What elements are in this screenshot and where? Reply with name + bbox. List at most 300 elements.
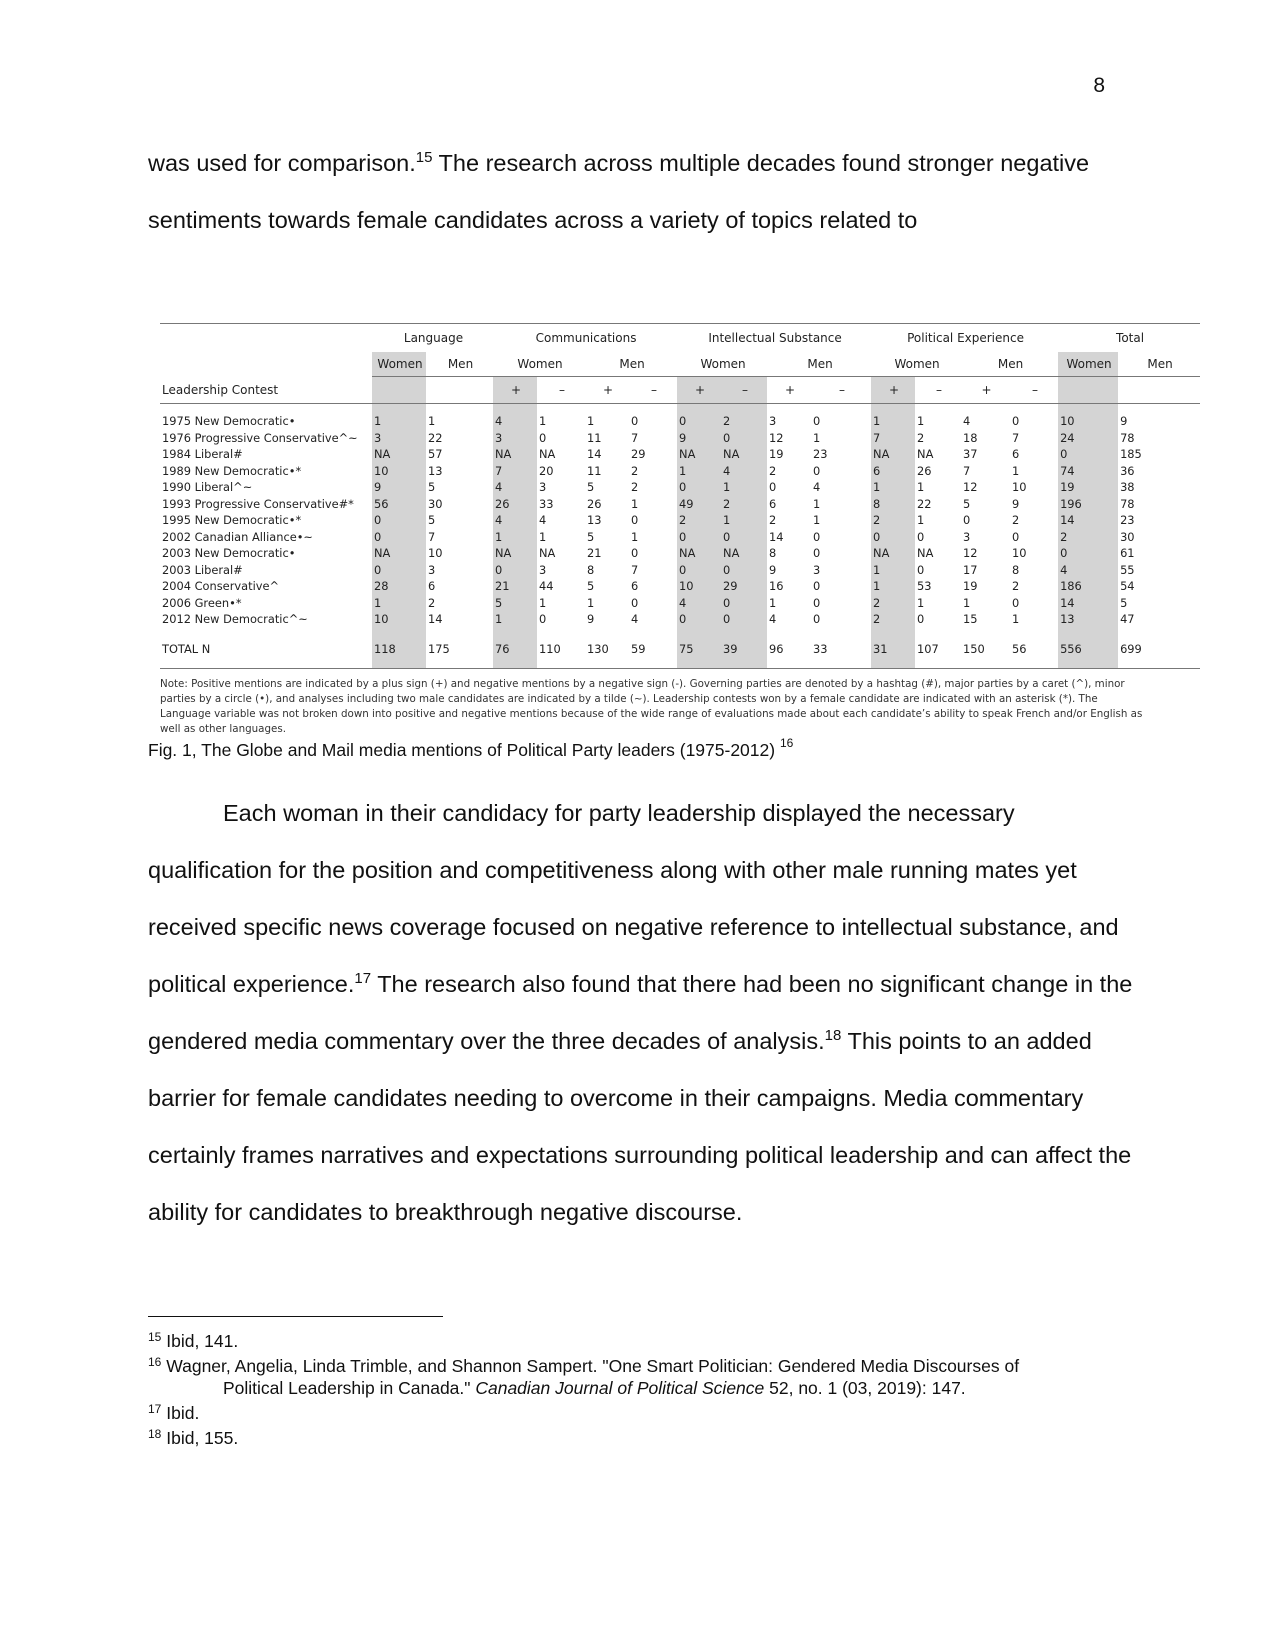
table-cell: 0 — [677, 479, 721, 496]
table-cell: 1 — [539, 595, 547, 610]
table-cell: 14 — [769, 529, 784, 544]
table-cell: 0 — [1012, 595, 1020, 610]
footnote-text: Ibid, 155. — [166, 1428, 239, 1448]
table-cell: 1 — [631, 529, 639, 544]
table-cell: 56 — [372, 496, 426, 513]
table-cell: 4 — [963, 414, 971, 428]
table-cell: 14 — [587, 447, 602, 461]
table-cell: 0 — [963, 513, 971, 527]
table-cell: 5 — [963, 496, 971, 511]
footnote-ref-16: 16 — [779, 736, 794, 750]
table-cell: 4 — [769, 612, 777, 626]
figure-caption-text: Fig. 1, The Globe and Mail media mentions of Political Party leaders (1975-2012) — [148, 740, 780, 760]
table-cell: 0 — [813, 414, 821, 428]
total-cell: 31 — [871, 638, 915, 660]
table-cell: 5 — [428, 480, 436, 494]
table-cell: 19 — [1058, 479, 1118, 496]
table-cell: 0 — [1058, 545, 1118, 562]
table-cell: 9 — [1120, 414, 1128, 428]
table-cell: 19 — [963, 579, 978, 593]
table-cell: 78 — [1120, 430, 1135, 445]
table-cell: 1 — [493, 611, 537, 628]
table-cell: 9 — [769, 562, 777, 577]
table-cell: 57 — [428, 447, 443, 461]
footnotes — [148, 1330, 1048, 1452]
paragraph-2-text-a: Each woman in their candidacy for party leadership displayed the necessary qualification for the position and competitiveness along with other male running mates yet received specific news coverage focused on negative reference to intellectual substance, and political experience. — [148, 800, 1119, 997]
table-cell: 0 — [631, 595, 639, 610]
table-cell: 4 — [721, 463, 767, 480]
table-cell: 12 — [963, 480, 978, 494]
table-cell: 55 — [1120, 562, 1135, 577]
table-row — [160, 430, 1200, 447]
table-cell: 2 — [631, 463, 639, 478]
table-cell: NA — [871, 545, 915, 562]
table-cell: 1 — [677, 463, 721, 480]
sign-plus: + — [493, 377, 537, 404]
total-label: TOTAL N — [162, 641, 211, 656]
footnote-16 — [148, 1355, 1048, 1399]
table-cell: 22 — [428, 430, 443, 445]
table-cell: 0 — [372, 529, 426, 546]
table-cell: 61 — [1120, 546, 1135, 560]
intellectual-women-header: Women — [677, 352, 767, 377]
table-cell: 14 — [1058, 595, 1118, 612]
communications-women-header: Women — [493, 352, 585, 377]
leadership-contest-cell: 1976 Progressive Conservative^~ — [162, 430, 358, 445]
table-cell: 2 — [1058, 529, 1118, 546]
table-cell: 0 — [631, 513, 639, 527]
table-cell: 1 — [539, 529, 547, 544]
sign-plus: + — [767, 377, 811, 404]
footnote-journal: Canadian Journal of Political Science — [475, 1378, 765, 1398]
table-cell: 3 — [428, 562, 436, 577]
table-cell: 37 — [963, 447, 978, 461]
table-cell: 2 — [871, 512, 915, 529]
table-cell: 0 — [677, 529, 721, 546]
table-cell: 1 — [871, 413, 915, 430]
leadership-contest-cell: 2004 Conservative^ — [162, 579, 280, 593]
table-cell: 36 — [1120, 463, 1135, 478]
table-cell: 28 — [372, 578, 426, 595]
table-cell: NA — [539, 447, 556, 461]
table-cell: 5 — [587, 529, 595, 544]
table-cell: 186 — [1058, 578, 1118, 595]
table-cell: 12 — [963, 546, 978, 560]
table-row — [160, 529, 1200, 546]
table-cell: 0 — [813, 546, 821, 560]
table-cell: 1 — [813, 513, 821, 527]
table-cell: 4 — [493, 479, 537, 496]
table-cell: 2 — [428, 595, 436, 610]
table-cell: 5 — [587, 480, 595, 494]
table-cell: 2 — [769, 513, 777, 527]
table-cell: 10 — [1012, 480, 1027, 494]
table-cell: 10 — [372, 463, 426, 480]
table-cell: 24 — [1058, 430, 1118, 447]
table-cell: 3 — [539, 562, 547, 577]
table-cell: 30 — [1120, 529, 1135, 544]
group-header-language: Language — [403, 331, 464, 345]
table-cell: 0 — [813, 463, 821, 478]
table-cell: 3 — [963, 529, 971, 544]
total-women-header: Women — [1058, 352, 1118, 377]
table-cell: 4 — [631, 612, 639, 626]
gender-header-row — [160, 352, 1200, 377]
table-cell: 7 — [631, 430, 639, 445]
table-row — [160, 463, 1200, 480]
table-cell: 44 — [539, 579, 554, 593]
table-cell: 3 — [372, 430, 426, 447]
footnote-ref-15: 15 — [415, 149, 433, 166]
footnote-number: 16 — [148, 1355, 162, 1369]
table-cell: 8 — [1012, 562, 1020, 577]
table-cell: 12 — [769, 430, 784, 445]
table-cell: 0 — [1058, 446, 1118, 463]
sign-minus: – — [1010, 377, 1058, 404]
table-cell: 0 — [372, 562, 426, 579]
footnote-separator — [148, 1316, 443, 1317]
table-cell: 10 — [428, 546, 443, 560]
leadership-contest-cell: 2006 Green•* — [162, 595, 242, 610]
table-cell: 0 — [721, 529, 767, 546]
table-cell: 6 — [428, 579, 436, 593]
table-cell: 196 — [1058, 496, 1118, 513]
total-cell: 59 — [631, 641, 646, 656]
total-cell: 96 — [769, 641, 784, 656]
table-cell: 10 — [372, 611, 426, 628]
table-cell: 8 — [769, 546, 777, 560]
total-cell: 56 — [1012, 641, 1027, 656]
table-cell: 74 — [1058, 463, 1118, 480]
table-cell: 0 — [813, 612, 821, 626]
table-cell: 7 — [963, 463, 971, 478]
table-cell: 23 — [813, 447, 828, 461]
paragraph-1-text-a: was used for comparison. — [148, 150, 416, 176]
table-cell: 6 — [631, 579, 639, 593]
total-cell: 556 — [1058, 638, 1118, 660]
leadership-contest-cell: 1975 New Democratic• — [162, 414, 296, 428]
table-cell: 7 — [428, 529, 436, 544]
table-cell: 1 — [372, 413, 426, 430]
media-mentions-table — [160, 323, 1200, 669]
table-cell: 2 — [1012, 579, 1020, 593]
table-cell: 1 — [1012, 612, 1020, 626]
table-cell: 5 — [1120, 595, 1128, 610]
table-cell: 8 — [871, 496, 915, 513]
table-cell: 1 — [871, 578, 915, 595]
table-cell: 26 — [587, 496, 602, 511]
table-row — [160, 562, 1200, 579]
footnote-number: 18 — [148, 1427, 162, 1441]
total-cell: 150 — [963, 641, 985, 656]
sign-minus: – — [629, 377, 677, 404]
sign-plus: + — [677, 377, 721, 404]
table-cell: NA — [493, 545, 537, 562]
table-cell: NA — [721, 545, 767, 562]
leadership-contest-cell: 1995 New Democratic•* — [162, 513, 302, 527]
leadership-contest-cell: 1984 Liberal# — [162, 447, 243, 461]
footnote-ref-17: 17 — [354, 970, 372, 987]
table-cell: 78 — [1120, 496, 1135, 511]
table-cell: 0 — [721, 611, 767, 628]
table-cell: NA — [493, 446, 537, 463]
table-cell: 1 — [917, 513, 925, 527]
table-cell: 0 — [917, 529, 925, 544]
table-cell: 1 — [1012, 463, 1020, 478]
table-row — [160, 512, 1200, 529]
table-cell: NA — [539, 546, 556, 560]
table-cell: 0 — [539, 430, 547, 445]
table-cell: 2 — [721, 413, 767, 430]
footnote-text: Wagner, Angelia, Linda Trimble, and Shannon Sampert. "One Smart Politician: Gendered Media Discourses of Political Leadership in Canada." — [166, 1356, 1020, 1398]
table-cell: NA — [917, 546, 934, 560]
table-cell: 0 — [493, 562, 537, 579]
table-cell: 15 — [963, 612, 978, 626]
table-cell: 1 — [871, 479, 915, 496]
political-men-header: Men — [961, 352, 1058, 377]
table-cell: 6 — [769, 496, 777, 511]
table-cell: 17 — [963, 562, 978, 577]
total-cell: 75 — [677, 638, 721, 660]
total-cell: 130 — [587, 641, 609, 656]
total-cell: 39 — [721, 638, 767, 660]
table-cell: 5 — [587, 579, 595, 593]
table-cell: 29 — [631, 447, 646, 461]
footnote-18 — [148, 1427, 1048, 1449]
table-cell: 3 — [539, 480, 547, 494]
table-cell: NA — [677, 545, 721, 562]
table-cell: 23 — [1120, 513, 1135, 527]
table-cell: 1 — [587, 595, 595, 610]
table-cell: 1 — [917, 414, 925, 428]
table-cell: 185 — [1120, 447, 1142, 461]
table-row — [160, 545, 1200, 562]
table-cell: 22 — [917, 496, 932, 511]
table-cell: 1 — [871, 562, 915, 579]
table-cell: 4 — [539, 513, 547, 527]
total-cell: 175 — [428, 641, 450, 656]
table-cell: 0 — [917, 612, 925, 626]
table-cell: 1 — [917, 480, 925, 494]
table-cell: 7 — [631, 562, 639, 577]
table-cell: 6 — [1012, 447, 1020, 461]
table-cell: 0 — [871, 529, 915, 546]
sign-minus: – — [811, 377, 871, 404]
table-cell: 14 — [1058, 512, 1118, 529]
table-cell: 0 — [1012, 529, 1020, 544]
table-cell: NA — [677, 446, 721, 463]
table-row — [160, 578, 1200, 595]
leadership-contest-cell: 2003 Liberal# — [162, 562, 243, 577]
group-header-intellectual-substance: Intellectual Substance — [708, 331, 842, 345]
table-cell: 0 — [813, 595, 821, 610]
table-cell: 19 — [769, 447, 784, 461]
table-cell: 4 — [493, 512, 537, 529]
spacer-row — [160, 660, 1200, 669]
total-cell: 33 — [813, 641, 828, 656]
table-cell: 0 — [677, 611, 721, 628]
table-cell: 11 — [587, 430, 602, 445]
table-row — [160, 595, 1200, 612]
table-cell: 38 — [1120, 480, 1135, 494]
table-row — [160, 446, 1200, 463]
table-cell: 0 — [813, 529, 821, 544]
table-cell: 20 — [539, 463, 554, 478]
leadership-contest-cell: 2003 New Democratic• — [162, 546, 296, 560]
paragraph-2-text-c: This points to an added barrier for female candidates needing to overcome in their campaigns. Media commentary certainly frames narratives and expectations surrounding political leadership and can affect the ability for candidates to breakthrough negative discourse. — [148, 1028, 1132, 1225]
table-cell: 47 — [1120, 612, 1135, 626]
table-cell: 7 — [871, 430, 915, 447]
leadership-contest-cell: 1990 Liberal^~ — [162, 480, 253, 494]
table-cell: 53 — [917, 579, 932, 593]
spacer-row — [160, 404, 1200, 414]
table-cell: 21 — [587, 546, 602, 560]
table-cell: 0 — [721, 430, 767, 447]
footnote-15 — [148, 1330, 1048, 1352]
footnote-number: 17 — [148, 1402, 162, 1416]
row-header-leadership-contest: Leadership Contest — [160, 377, 372, 404]
table-cell: 13 — [587, 513, 602, 527]
table-cell: NA — [871, 446, 915, 463]
intellectual-men-header: Men — [767, 352, 871, 377]
table-cell: 1 — [428, 414, 436, 428]
footnote-ref-18: 18 — [824, 1027, 842, 1044]
sign-plus: + — [871, 377, 915, 404]
total-cell: 76 — [493, 638, 537, 660]
leadership-contest-cell: 2012 New Democratic^~ — [162, 612, 308, 626]
table-cell: 1 — [721, 479, 767, 496]
table-cell: 5 — [428, 513, 436, 527]
table-cell: 16 — [769, 579, 784, 593]
table-cell: 2 — [631, 480, 639, 494]
table-cell: 26 — [493, 496, 537, 513]
table-cell: 30 — [428, 496, 443, 511]
table-cell: 5 — [493, 595, 537, 612]
paragraph-2-text-b: The research also found that there had been no significant change in the gendered media commentary over the three decades of analysis. — [148, 971, 1133, 1054]
table-cell: 1 — [963, 595, 971, 610]
group-header-total: Total — [1116, 331, 1145, 345]
footnote-text: Ibid. — [166, 1403, 200, 1423]
table-cell: 1 — [769, 595, 777, 610]
table-cell: 2 — [721, 496, 767, 513]
political-women-header: Women — [871, 352, 961, 377]
total-cell: 110 — [539, 641, 561, 656]
leadership-contest-cell: 2002 Canadian Alliance•~ — [162, 529, 313, 544]
table-cell: 3 — [493, 430, 537, 447]
total-cell: 699 — [1120, 641, 1142, 656]
table-cell: 0 — [721, 562, 767, 579]
table-cell: 6 — [871, 463, 915, 480]
table-cell: 10 — [1058, 413, 1118, 430]
total-men-header: Men — [1118, 352, 1200, 377]
table-cell: 4 — [813, 480, 821, 494]
paragraph-1 — [148, 135, 1138, 249]
leadership-contest-cell: 1989 New Democratic•* — [162, 463, 302, 478]
total-cell: 107 — [917, 641, 939, 656]
table-cell: 0 — [769, 480, 777, 494]
table-cell: 4 — [1058, 562, 1118, 579]
spacer-row — [160, 628, 1200, 638]
table-cell: 1 — [813, 496, 821, 511]
table-cell: 0 — [677, 562, 721, 579]
total-row — [160, 638, 1200, 660]
table-cell: 1 — [631, 496, 639, 511]
table-cell: 4 — [677, 595, 721, 612]
table-cell: 1 — [493, 529, 537, 546]
paragraph-1-text-b: The research across multiple decades found stronger negative sentiments towards female candidates across a variety of topics related to — [148, 150, 1090, 233]
table-cell: NA — [917, 447, 934, 461]
table-cell: 33 — [539, 496, 554, 511]
leadership-contest-cell: 1993 Progressive Conservative#* — [162, 496, 354, 511]
sign-minus: – — [537, 377, 585, 404]
table-cell: 10 — [1012, 546, 1027, 560]
table-cell: 8 — [587, 562, 595, 577]
table-cell: 2 — [871, 611, 915, 628]
table-cell: NA — [721, 446, 767, 463]
table-cell: 0 — [631, 546, 639, 560]
table-cell: 26 — [917, 463, 932, 478]
table-cell: 14 — [428, 612, 443, 626]
table-row — [160, 611, 1200, 628]
table-cell: 0 — [917, 562, 925, 577]
table-row — [160, 496, 1200, 513]
language-women-header: Women — [372, 352, 426, 377]
table-cell: 0 — [372, 512, 426, 529]
group-header-communications: Communications — [535, 331, 637, 345]
table-cell: 1 — [917, 595, 925, 610]
table-cell: 1 — [539, 414, 547, 428]
sign-header-row — [160, 377, 1200, 404]
table-body — [160, 404, 1200, 669]
table-cell: 21 — [493, 578, 537, 595]
table-cell: 0 — [539, 612, 547, 626]
table-cell: 0 — [813, 579, 821, 593]
footnote-text: 52, no. 1 (03, 2019): 147. — [764, 1378, 966, 1398]
table-cell: 13 — [1058, 611, 1118, 628]
table-cell: 0 — [1012, 414, 1020, 428]
table-cell: NA — [372, 545, 426, 562]
footnote-17 — [148, 1402, 1048, 1424]
table-cell: 2 — [769, 463, 777, 478]
table-row — [160, 479, 1200, 496]
table-cell: 2 — [1012, 513, 1020, 527]
table-cell: NA — [372, 446, 426, 463]
table-cell: 1 — [721, 512, 767, 529]
table-cell: 3 — [813, 562, 821, 577]
footnote-number: 15 — [148, 1330, 162, 1344]
language-men-header: Men — [426, 352, 493, 377]
sign-minus: – — [915, 377, 961, 404]
table-cell: 54 — [1120, 579, 1135, 593]
total-cell: 118 — [372, 638, 426, 660]
table-cell: 9 — [372, 479, 426, 496]
figure-caption — [148, 736, 794, 761]
table-cell: 18 — [963, 430, 978, 445]
table-cell: 13 — [428, 463, 443, 478]
table-cell: 9 — [587, 612, 595, 626]
table-cell: 7 — [493, 463, 537, 480]
sign-plus: + — [961, 377, 1010, 404]
table-cell: 0 — [721, 595, 767, 612]
paragraph-2 — [148, 785, 1138, 1241]
table-cell: 1 — [587, 414, 595, 428]
table-cell: 2 — [677, 512, 721, 529]
group-header-row — [160, 324, 1200, 353]
table-cell: 1 — [813, 430, 821, 445]
sign-minus: – — [721, 377, 767, 404]
figure-table-container — [160, 323, 1173, 737]
table-cell: 0 — [677, 413, 721, 430]
